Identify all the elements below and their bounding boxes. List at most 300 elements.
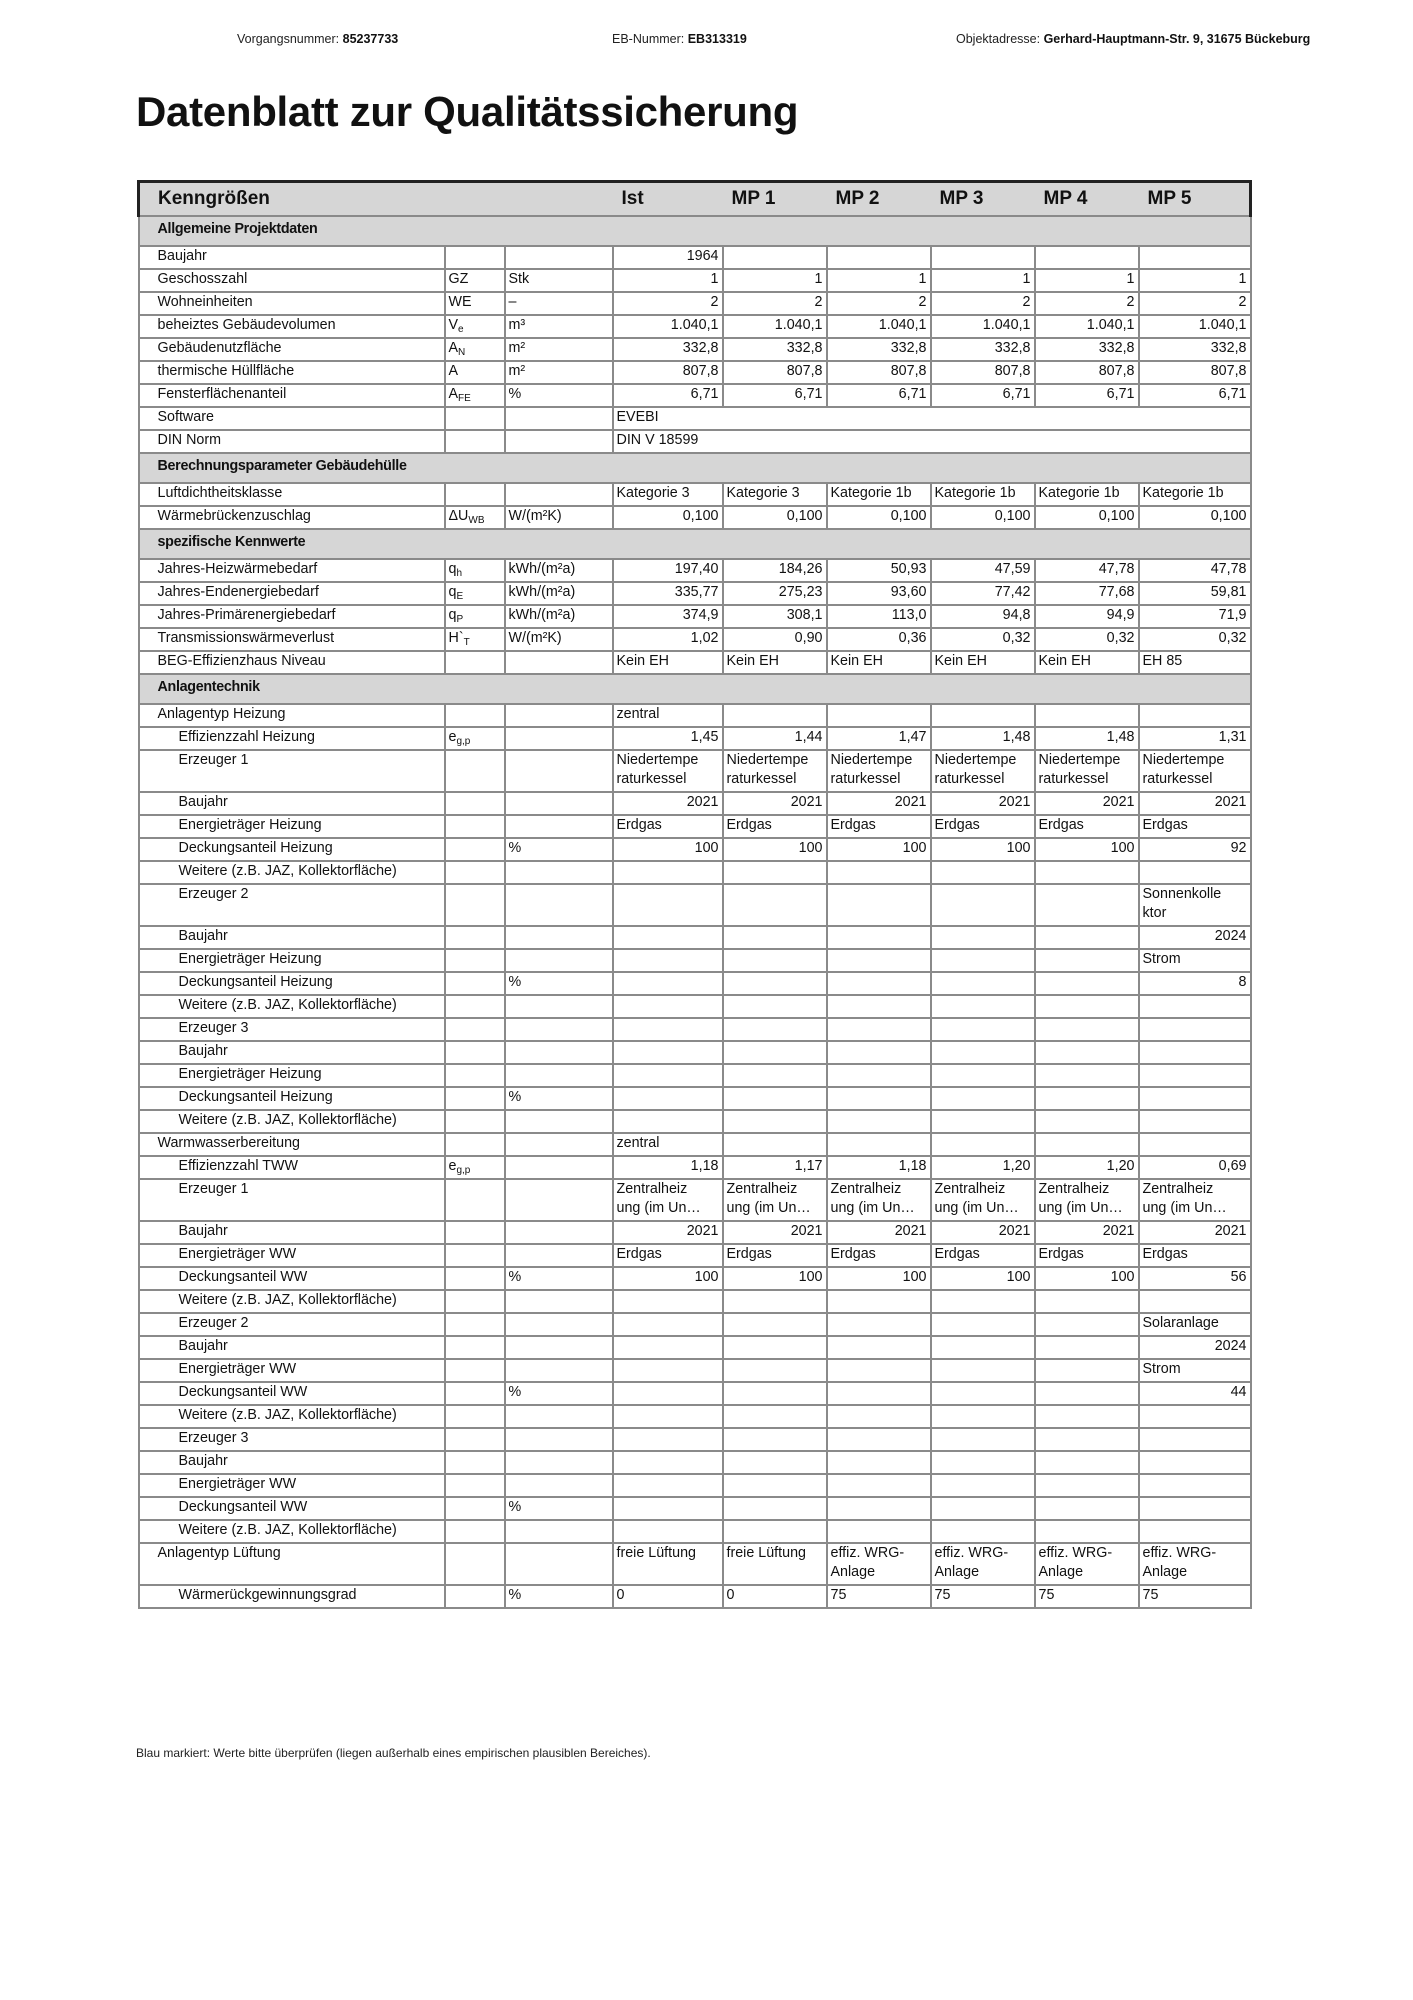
- row-label: Weitere (z.B. JAZ, Kollektorfläche): [139, 1405, 445, 1428]
- row-unit: kWh/(m²a): [505, 605, 613, 628]
- row-symbol: [445, 292, 505, 315]
- table-row: [139, 1382, 1251, 1405]
- cell-value: 332,8: [931, 338, 1035, 361]
- row-symbol: [445, 1290, 505, 1313]
- cell-value: Zentralheiz ung (im Un…: [1139, 1179, 1251, 1221]
- cell-value: 77,68: [1035, 582, 1139, 605]
- cell-value: Zentralheiz ung (im Un…: [931, 1179, 1035, 1221]
- cell-value: [1139, 1451, 1251, 1474]
- row-unit: %: [505, 1267, 613, 1290]
- vorgangsnummer: [237, 32, 398, 46]
- cell-value: 308,1: [723, 605, 827, 628]
- row-label: Geschosszahl: [139, 269, 445, 292]
- table-row: [139, 1156, 1251, 1179]
- cell-value: 2021: [723, 792, 827, 815]
- row-symbol: [445, 1382, 505, 1405]
- cell-value: 0,100: [931, 506, 1035, 529]
- cell-value: 1.040,1: [613, 315, 723, 338]
- cell-value: [1035, 1064, 1139, 1087]
- cell-value: [827, 1290, 931, 1313]
- table-row: [139, 1244, 1251, 1267]
- cell-value: EH 85: [1139, 651, 1251, 674]
- cell-value: Erdgas: [1035, 1244, 1139, 1267]
- cell-value: [931, 1405, 1035, 1428]
- cell-value: [723, 246, 827, 269]
- row-symbol: [445, 884, 505, 926]
- cell-value: [1035, 1041, 1139, 1064]
- cell-value: Erdgas: [827, 1244, 931, 1267]
- page-title: Datenblatt zur Qualitätssicherung: [136, 88, 799, 135]
- cell-value: 2021: [931, 792, 1035, 815]
- cell-value: 275,23: [723, 582, 827, 605]
- cell-value: [1035, 861, 1139, 884]
- row-unit: [505, 1359, 613, 1382]
- section-header-row: [139, 674, 1251, 704]
- table-row: [139, 651, 1251, 674]
- row-label: Erzeuger 1: [139, 750, 445, 792]
- cell-value: 197,40: [613, 559, 723, 582]
- cell-value: [1035, 1018, 1139, 1041]
- table-header-row: [139, 182, 1251, 217]
- cell-value: [827, 884, 931, 926]
- header-col-mp1: MP 1: [723, 182, 827, 217]
- row-symbol: [445, 861, 505, 884]
- row-label: Effizienzzahl Heizung: [139, 727, 445, 750]
- table-row: [139, 1041, 1251, 1064]
- cell-value: 332,8: [723, 338, 827, 361]
- row-unit: [505, 1244, 613, 1267]
- row-unit: [505, 1041, 613, 1064]
- cell-value: 1: [1139, 269, 1251, 292]
- cell-value: 6,71: [1035, 384, 1139, 407]
- cell-value: 2021: [1139, 792, 1251, 815]
- cell-value: [1139, 861, 1251, 884]
- cell-value: 47,78: [1035, 559, 1139, 582]
- cell-value: [723, 1041, 827, 1064]
- row-unit: kWh/(m²a): [505, 582, 613, 605]
- cell-value: [827, 1313, 931, 1336]
- eb-nummer: [612, 32, 747, 46]
- table-row: [139, 727, 1251, 750]
- cell-value: [613, 972, 723, 995]
- row-symbol: [445, 1543, 505, 1585]
- cell-value: 332,8: [1139, 338, 1251, 361]
- cell-value: 8: [1139, 972, 1251, 995]
- cell-value: 1.040,1: [931, 315, 1035, 338]
- row-label: Energieträger WW: [139, 1474, 445, 1497]
- cell-value: 2: [1139, 292, 1251, 315]
- row-label: Weitere (z.B. JAZ, Kollektorfläche): [139, 1290, 445, 1313]
- cell-value: 0,100: [613, 506, 723, 529]
- cell-value: [1035, 1290, 1139, 1313]
- cell-value: [723, 995, 827, 1018]
- cell-value: Erdgas: [1139, 815, 1251, 838]
- cell-value: 113,0: [827, 605, 931, 628]
- cell-value: 0,69: [1139, 1156, 1251, 1179]
- symbol-main: q: [448, 561, 457, 577]
- row-label: Weitere (z.B. JAZ, Kollektorfläche): [139, 861, 445, 884]
- cell-value: 807,8: [723, 361, 827, 384]
- row-symbol: [445, 269, 505, 292]
- row-label: Baujahr: [139, 1221, 445, 1244]
- cell-value: Strom: [1139, 1359, 1251, 1382]
- row-value-span: EVEBI: [613, 407, 1251, 430]
- cell-value: [827, 995, 931, 1018]
- cell-value: 1: [931, 269, 1035, 292]
- cell-value: 0,100: [1035, 506, 1139, 529]
- cell-value: [723, 1290, 827, 1313]
- cell-value: [1035, 972, 1139, 995]
- cell-value: [931, 1520, 1035, 1543]
- cell-value: Sonnenkolle ktor: [1139, 884, 1251, 926]
- cell-value: [1035, 1336, 1139, 1359]
- symbol-main: WE: [448, 294, 472, 310]
- cell-value: 0,100: [827, 506, 931, 529]
- cell-value: [1035, 1451, 1139, 1474]
- cell-value: 1,44: [723, 727, 827, 750]
- table-row: [139, 361, 1251, 384]
- cell-value: Erdgas: [613, 815, 723, 838]
- cell-value: [1035, 1133, 1139, 1156]
- row-symbol: [445, 1474, 505, 1497]
- table-row: [139, 1221, 1251, 1244]
- cell-value: [1035, 1359, 1139, 1382]
- row-label: Software: [139, 407, 445, 430]
- row-unit: Stk: [505, 269, 613, 292]
- cell-value: 100: [723, 838, 827, 861]
- cell-value: 0: [613, 1585, 723, 1608]
- table-row: [139, 582, 1251, 605]
- symbol-subscript: e: [458, 324, 464, 335]
- cell-value: 100: [931, 1267, 1035, 1290]
- symbol-main: e: [448, 1158, 457, 1174]
- cell-value: [613, 1041, 723, 1064]
- row-symbol: [445, 1313, 505, 1336]
- cell-value: 93,60: [827, 582, 931, 605]
- symbol-subscript: FE: [458, 393, 471, 404]
- row-unit: [505, 884, 613, 926]
- cell-value: 1.040,1: [723, 315, 827, 338]
- cell-value: 807,8: [1035, 361, 1139, 384]
- row-symbol: [445, 949, 505, 972]
- row-unit: kWh/(m²a): [505, 559, 613, 582]
- row-unit: %: [505, 384, 613, 407]
- symbol-subscript: g,p: [456, 1165, 471, 1176]
- row-label: Deckungsanteil WW: [139, 1497, 445, 1520]
- symbol-main: H`: [448, 630, 464, 646]
- row-unit: [505, 1221, 613, 1244]
- row-unit: –: [505, 292, 613, 315]
- symbol-subscript: T: [463, 637, 470, 648]
- cell-value: 100: [827, 838, 931, 861]
- table-row: [139, 1428, 1251, 1451]
- row-symbol: [445, 246, 505, 269]
- row-symbol: [445, 1110, 505, 1133]
- cell-value: Kategorie 1b: [1035, 483, 1139, 506]
- cell-value: 1.040,1: [827, 315, 931, 338]
- row-label: Deckungsanteil WW: [139, 1382, 445, 1405]
- row-symbol: [445, 651, 505, 674]
- cell-value: 100: [613, 1267, 723, 1290]
- row-label: Weitere (z.B. JAZ, Kollektorfläche): [139, 1110, 445, 1133]
- row-symbol: [445, 972, 505, 995]
- cell-value: [931, 1474, 1035, 1497]
- cell-value: 2021: [613, 1221, 723, 1244]
- cell-value: 75: [1035, 1585, 1139, 1608]
- table-row: [139, 1543, 1251, 1585]
- cell-value: [931, 949, 1035, 972]
- table-row: [139, 1290, 1251, 1313]
- row-unit: [505, 1336, 613, 1359]
- cell-value: 100: [723, 1267, 827, 1290]
- cell-value: 1,45: [613, 727, 723, 750]
- cell-value: 807,8: [1139, 361, 1251, 384]
- cell-value: [1035, 1474, 1139, 1497]
- cell-value: [723, 972, 827, 995]
- header-col-mp2: MP 2: [827, 182, 931, 217]
- cell-value: [613, 1359, 723, 1382]
- row-symbol: [445, 750, 505, 792]
- cell-value: [1035, 1428, 1139, 1451]
- cell-value: [1035, 949, 1139, 972]
- eb-nummer-label: EB-Nummer:: [612, 32, 685, 46]
- cell-value: 1,47: [827, 727, 931, 750]
- cell-value: Strom: [1139, 949, 1251, 972]
- row-symbol: [445, 1336, 505, 1359]
- cell-value: [723, 1018, 827, 1041]
- cell-value: [1139, 1428, 1251, 1451]
- cell-value: 59,81: [1139, 582, 1251, 605]
- cell-value: [827, 972, 931, 995]
- cell-value: [1139, 995, 1251, 1018]
- cell-value: Zentralheiz ung (im Un…: [827, 1179, 931, 1221]
- row-symbol: [445, 1041, 505, 1064]
- row-label: Wärmerückgewinnungsgrad: [139, 1585, 445, 1608]
- table-row: [139, 1267, 1251, 1290]
- row-unit: [505, 995, 613, 1018]
- row-symbol: [445, 506, 505, 529]
- footnote: Blau markiert: Werte bitte überprüfen (liegen außerhalb eines empirischen plausiblen Bereiches).: [136, 1746, 651, 1760]
- row-unit: [505, 1543, 613, 1585]
- row-label: Energieträger Heizung: [139, 949, 445, 972]
- row-symbol: [445, 582, 505, 605]
- table-row: [139, 559, 1251, 582]
- cell-value: [827, 949, 931, 972]
- row-symbol: [445, 995, 505, 1018]
- cell-value: 6,71: [613, 384, 723, 407]
- row-label: Anlagentyp Heizung: [139, 704, 445, 727]
- row-label: DIN Norm: [139, 430, 445, 453]
- symbol-main: GZ: [448, 271, 469, 287]
- cell-value: 0,32: [931, 628, 1035, 651]
- row-symbol: [445, 1585, 505, 1608]
- cell-value: 2024: [1139, 926, 1251, 949]
- header-col-mp3: MP 3: [931, 182, 1035, 217]
- cell-value: 6,71: [1139, 384, 1251, 407]
- cell-value: [1139, 1474, 1251, 1497]
- cell-value: Kategorie 1b: [827, 483, 931, 506]
- cell-value: [1035, 1313, 1139, 1336]
- cell-value: 1,18: [613, 1156, 723, 1179]
- cell-value: [827, 1474, 931, 1497]
- data-table: [137, 180, 1249, 1609]
- row-symbol: [445, 792, 505, 815]
- row-unit: [505, 792, 613, 815]
- row-label: Erzeuger 3: [139, 1018, 445, 1041]
- row-unit: [505, 861, 613, 884]
- row-unit: [505, 1451, 613, 1474]
- cell-value: 2021: [931, 1221, 1035, 1244]
- table-row: [139, 1133, 1251, 1156]
- cell-value: [723, 1497, 827, 1520]
- cell-value: Niedertempe raturkessel: [723, 750, 827, 792]
- symbol-main: e: [448, 729, 457, 745]
- row-label: Erzeuger 2: [139, 884, 445, 926]
- cell-value: [827, 1382, 931, 1405]
- cell-value: [931, 246, 1035, 269]
- cell-value: 6,71: [931, 384, 1035, 407]
- header-kenngroessen: Kenngrößen: [139, 182, 613, 217]
- symbol-main: A: [448, 340, 459, 356]
- row-unit: [505, 1110, 613, 1133]
- header-col-mp4: MP 4: [1035, 182, 1139, 217]
- cell-value: 100: [931, 838, 1035, 861]
- cell-value: 50,93: [827, 559, 931, 582]
- cell-value: 1,48: [1035, 727, 1139, 750]
- symbol-main: V: [448, 317, 459, 333]
- row-label: Baujahr: [139, 1041, 445, 1064]
- table-row: [139, 995, 1251, 1018]
- cell-value: [827, 1359, 931, 1382]
- cell-value: 0,32: [1139, 628, 1251, 651]
- row-unit: [505, 704, 613, 727]
- cell-value: [723, 1110, 827, 1133]
- cell-value: [1139, 1110, 1251, 1133]
- row-symbol: [445, 704, 505, 727]
- row-unit: m²: [505, 338, 613, 361]
- cell-value: [827, 1110, 931, 1133]
- cell-value: [613, 884, 723, 926]
- cell-value: 1,02: [613, 628, 723, 651]
- row-symbol: [445, 1359, 505, 1382]
- cell-value: [723, 1133, 827, 1156]
- row-unit: m³: [505, 315, 613, 338]
- section-title: Anlagentechnik: [139, 674, 1251, 704]
- section-header-row: [139, 453, 1251, 483]
- cell-value: 807,8: [827, 361, 931, 384]
- row-symbol: [445, 605, 505, 628]
- cell-value: 75: [827, 1585, 931, 1608]
- cell-value: [827, 1018, 931, 1041]
- cell-value: 1: [723, 269, 827, 292]
- cell-value: [931, 884, 1035, 926]
- row-label: Effizienzzahl TWW: [139, 1156, 445, 1179]
- cell-value: 47,78: [1139, 559, 1251, 582]
- cell-value: 100: [827, 1267, 931, 1290]
- row-symbol: [445, 926, 505, 949]
- row-symbol: [445, 727, 505, 750]
- table-row: [139, 1087, 1251, 1110]
- objektadresse-value: Gerhard-Hauptmann-Str. 9, 31675 Bückeburg: [1043, 32, 1311, 46]
- cell-value: 332,8: [1035, 338, 1139, 361]
- table-row: [139, 861, 1251, 884]
- cell-value: [827, 704, 931, 727]
- cell-value: 2: [613, 292, 723, 315]
- cell-value: 2021: [1035, 792, 1139, 815]
- cell-value: 56: [1139, 1267, 1251, 1290]
- table-row: [139, 926, 1251, 949]
- cell-value: [613, 926, 723, 949]
- cell-value: Erdgas: [931, 815, 1035, 838]
- cell-value: [613, 949, 723, 972]
- cell-value: 6,71: [723, 384, 827, 407]
- cell-value: 71,9: [1139, 605, 1251, 628]
- row-unit: [505, 1474, 613, 1497]
- row-symbol: [445, 815, 505, 838]
- symbol-subscript: P: [456, 614, 464, 625]
- cell-value: 2024: [1139, 1336, 1251, 1359]
- cell-value: [827, 1087, 931, 1110]
- cell-value: 77,42: [931, 582, 1035, 605]
- row-label: Erzeuger 2: [139, 1313, 445, 1336]
- table-row: [139, 506, 1251, 529]
- cell-value: 1,17: [723, 1156, 827, 1179]
- row-label: Energieträger WW: [139, 1359, 445, 1382]
- cell-value: [827, 926, 931, 949]
- row-symbol: [445, 1221, 505, 1244]
- cell-value: [931, 861, 1035, 884]
- cell-value: [827, 1405, 931, 1428]
- row-symbol: [445, 1156, 505, 1179]
- row-unit: [505, 246, 613, 269]
- cell-value: 2: [931, 292, 1035, 315]
- cell-value: 0,100: [723, 506, 827, 529]
- table-row: [139, 605, 1251, 628]
- symbol-main: A: [448, 363, 459, 379]
- row-label: Erzeuger 3: [139, 1428, 445, 1451]
- row-label: thermische Hüllfläche: [139, 361, 445, 384]
- table-row: [139, 384, 1251, 407]
- cell-value: effiz. WRG- Anlage: [1035, 1543, 1139, 1585]
- cell-value: 374,9: [613, 605, 723, 628]
- row-label: Deckungsanteil Heizung: [139, 972, 445, 995]
- cell-value: [723, 1451, 827, 1474]
- cell-value: 807,8: [931, 361, 1035, 384]
- row-label: Warmwasserbereitung: [139, 1133, 445, 1156]
- table-row: [139, 1451, 1251, 1474]
- cell-value: 1,31: [1139, 727, 1251, 750]
- table-row: [139, 1474, 1251, 1497]
- row-value-span: DIN V 18599: [613, 430, 1251, 453]
- cell-value: [827, 246, 931, 269]
- symbol-main: q: [448, 607, 457, 623]
- header-bar: [0, 32, 1413, 52]
- row-unit: W/(m²K): [505, 506, 613, 529]
- row-label: Gebäudenutzfläche: [139, 338, 445, 361]
- row-label: Energieträger WW: [139, 1244, 445, 1267]
- row-unit: [505, 483, 613, 506]
- cell-value: [1139, 1520, 1251, 1543]
- cell-value: Kein EH: [931, 651, 1035, 674]
- cell-value: [613, 1087, 723, 1110]
- row-symbol: [445, 1244, 505, 1267]
- cell-value: Erdgas: [613, 1244, 723, 1267]
- cell-value: Kein EH: [827, 651, 931, 674]
- cell-value: 92: [1139, 838, 1251, 861]
- cell-value: [931, 1041, 1035, 1064]
- cell-value: effiz. WRG- Anlage: [931, 1543, 1035, 1585]
- row-symbol: [445, 1133, 505, 1156]
